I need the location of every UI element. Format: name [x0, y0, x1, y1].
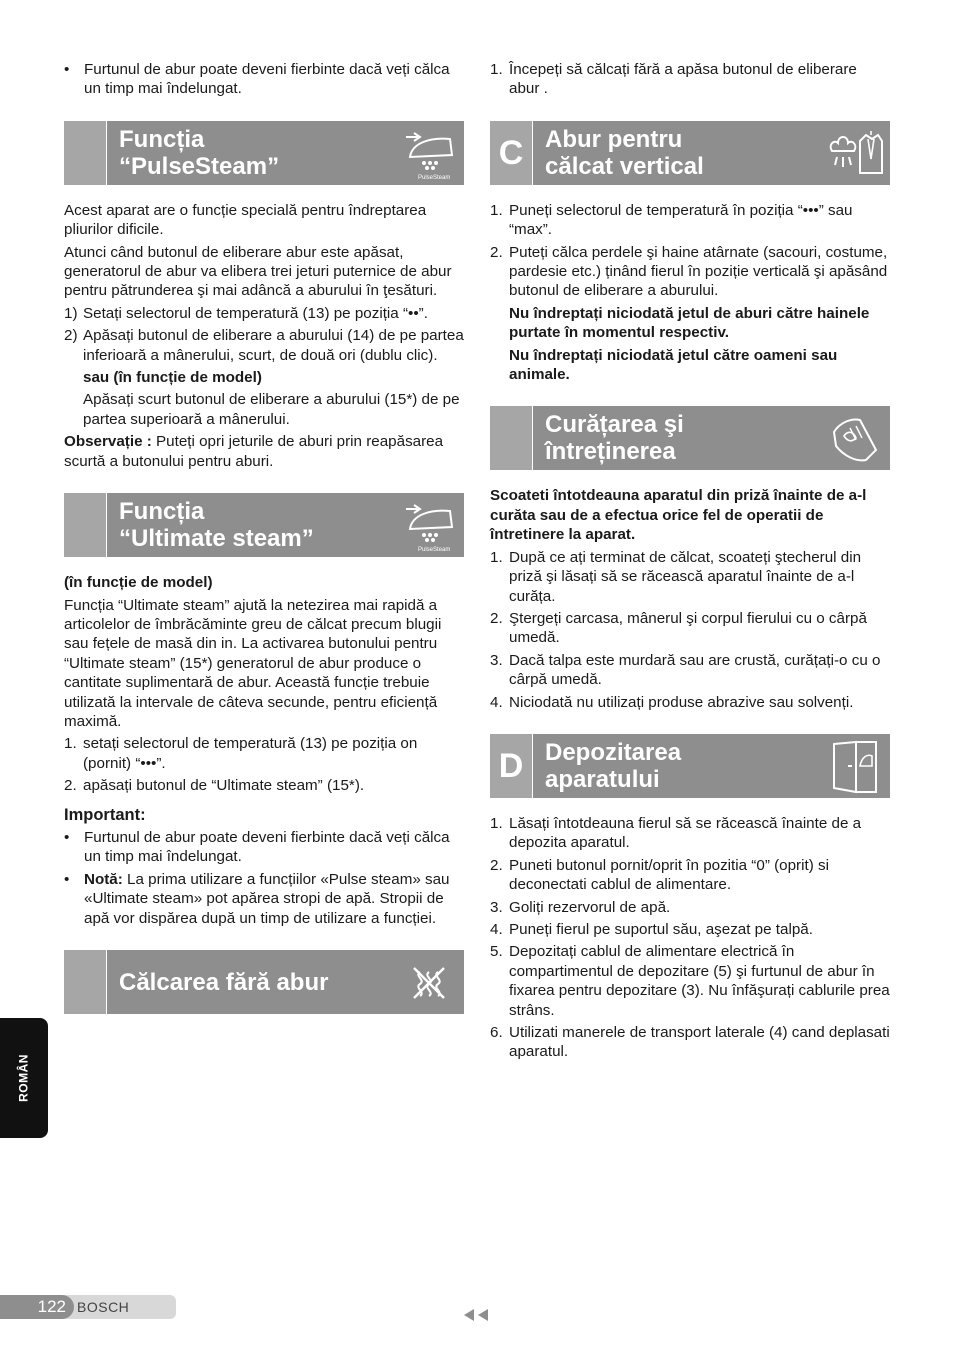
- list-item: • Furtunul de abur poate deveni fierbinte dacă veți călca un timp mai îndelungat.: [64, 828, 464, 867]
- step-text: setați selectorul de temperatură (13) pe poziția on (pornit) “•••”.: [83, 735, 418, 772]
- paragraph: Atunci când butonul de eliberare abur este apăsat, generatorul de abur va elibera trei jeturi puternice de abur pentru pătrunderea şi mai adâncă a aburului în ţesături.: [64, 243, 452, 300]
- intro-bullet-list: [64, 60, 464, 99]
- cleaning-warning: Scoateti întotdeauna aparatul din priză înainte de a-l curăta sau de a efectua orice fel de operatii de întretinere la aparat.: [490, 487, 867, 544]
- storage-cabinet-icon: [826, 738, 884, 794]
- step-text: Apăsați butonul de eliberare a aburului (14) de pe partea inferioară a mânerului, scurt, de două ori (dublu clic).: [83, 327, 464, 364]
- section-title: Abur pentru călcat vertical: [545, 125, 704, 180]
- section-letter: D: [490, 734, 533, 798]
- step-number: 1.: [490, 548, 503, 566]
- section-title: Curățarea şi întreținerea: [545, 411, 684, 466]
- step-text: Ştergeți carcasa, mânerul şi corpul fierului cu o cârpă umedă.: [509, 609, 867, 647]
- previous-page-arrows-icon[interactable]: [462, 1307, 490, 1323]
- important-bullets: [64, 828, 464, 928]
- section-tab: [64, 493, 107, 557]
- pulse-steps: [64, 304, 464, 365]
- step-text: Dacă talpa este murdară sau are crustă, curățați-o cu o cârpă umedă.: [509, 651, 881, 689]
- warning: Nu îndreptați niciodată jetul de aburi către hainele purtate în momentul respectiv.: [509, 304, 870, 342]
- step-text: apăsați butonul de “Ultimate steam” (15*).: [83, 777, 365, 795]
- section-title: Călcarea fără abur: [119, 968, 329, 996]
- warning: Nu îndreptați niciodată jetul către oameni sau animale.: [509, 346, 838, 384]
- model-note: (în funcție de model): [64, 574, 213, 592]
- cleaning-hand-icon: [826, 410, 884, 466]
- list-item: [64, 776, 464, 795]
- section-title: Depozitarea aparatului: [545, 738, 682, 793]
- iron-ultimate-steam-icon: [400, 497, 458, 553]
- step-text: Puteți călca perdele şi haine atârnate (sacouri, costume, pardesie etc.) ținând fierul în poziție verticală şi apăsând butonul de eliberare a aburului.: [509, 243, 888, 300]
- section-header-pulsesteam: [64, 121, 464, 185]
- icon-caption: PulseSteam: [418, 547, 451, 554]
- list-item: [490, 693, 890, 712]
- step-text: Setați selectorul de temperatură (13) pe poziția “••”.: [83, 304, 428, 322]
- section-letter: C: [490, 121, 533, 185]
- step-number: 1.: [490, 61, 503, 78]
- nota-label: Notă:: [84, 870, 123, 888]
- section-title: Funcția “Ultimate steam”: [119, 498, 314, 553]
- step-text: Începeți să călcați fără a apăsa butonul de eliberare abur .: [509, 61, 857, 98]
- paragraph: Acest aparat are o funcție specială pentru îndreptarea pliurilor dificile.: [64, 201, 427, 239]
- section-tab: [64, 950, 107, 1014]
- list-item: [490, 60, 890, 99]
- language-tab: [0, 1018, 48, 1138]
- list-item: [490, 548, 890, 606]
- step-number: 4.: [490, 920, 503, 938]
- list-item: [64, 734, 464, 773]
- list-item: [490, 814, 890, 853]
- step-number: 2.: [490, 856, 503, 874]
- observation-text: Puteți opri jeturile de aburi prin reapăsarea scurtă a butonului pentru aburi.: [64, 433, 444, 470]
- step-number: 5.: [490, 943, 503, 961]
- left-column: [64, 60, 464, 1030]
- storage-steps: [490, 814, 890, 1062]
- sau-text: Apăsați scurt butonul de eliberare a aburului (15*) de pe partea superioară a mânerului.: [83, 391, 460, 428]
- step-text: Goliți rezervorul de apă.: [509, 898, 671, 916]
- section-tab: [490, 406, 533, 470]
- list-item: [490, 609, 890, 648]
- page-number: 122: [0, 1295, 74, 1319]
- icon-caption: PulseSteam: [418, 174, 451, 181]
- list-item: [64, 326, 464, 365]
- step-number: 1.: [490, 201, 503, 219]
- brand-name: BOSCH: [77, 1299, 130, 1315]
- no-steam-icon: [400, 954, 458, 1010]
- step-number: 1): [64, 304, 78, 322]
- list-item: [64, 304, 464, 323]
- step-number: 2.: [490, 243, 503, 261]
- step-text: Puneti butonul pornit/oprit în pozitia “0” (oprit) si deconectati cablul de alimentare.: [509, 856, 829, 894]
- section-header-vertical-steam: [490, 121, 890, 185]
- observation: [64, 432, 464, 471]
- list-item: [490, 1023, 890, 1062]
- step-number: 1.: [490, 814, 503, 832]
- list-item: [490, 201, 890, 240]
- step-number: 3.: [490, 651, 503, 669]
- step-text: Lăsați întotdeauna fierul să se răcească înainte de a depozita aparatul.: [509, 814, 862, 852]
- step-text: Utilizati manerele de transport laterale (4) cand deplasati aparatul.: [509, 1024, 890, 1061]
- step-number: 6.: [490, 1024, 503, 1041]
- language-label: ROMÂN: [16, 1054, 31, 1102]
- step-text: Puneți fierul pe suportul său, aşezat pe talpă.: [509, 920, 813, 938]
- step-number: 2): [64, 327, 78, 345]
- list-item: [490, 942, 890, 1020]
- vertical-steam-icon: [826, 125, 884, 181]
- section-header-curatare: [490, 406, 890, 470]
- ultimate-steps: [64, 734, 464, 795]
- step-number: 3.: [490, 898, 503, 916]
- section-title: Funcția “PulseSteam”: [119, 125, 280, 180]
- section-header-fara-abur: [64, 950, 464, 1014]
- important-label: Important:: [64, 805, 146, 824]
- sau-label: sau (în funcție de model): [83, 369, 262, 387]
- step-number: 2.: [490, 609, 503, 627]
- step-text: După ce ați terminat de călcat, scoateți ştecherul din priză şi lăsați să se răcească aparatul înainte de a-l curăța.: [509, 548, 862, 605]
- vertical-steps: [490, 201, 890, 301]
- step-text: Niciodată nu utilizați produse abrazive sau solvenți.: [509, 693, 854, 711]
- section-header-depozitare: [490, 734, 890, 798]
- nota-text: La prima utilizare a funcțiilor «Pulse steam» sau «Ultimate steam» pot apărea stropi de apă. Stropii de apă vor dispărea după un timp de utilizare a funcției.: [84, 870, 450, 927]
- intro-bullet: • Furtunul de abur poate deveni fierbinte dacă veți călca un timp mai îndelungat.: [64, 60, 464, 99]
- intro-steps: [490, 60, 890, 99]
- cleaning-steps: [490, 548, 890, 712]
- section-tab: [64, 121, 107, 185]
- right-column: [490, 60, 890, 1065]
- list-item: [490, 920, 890, 939]
- step-number: 1.: [64, 735, 77, 753]
- list-item: [64, 870, 464, 928]
- section-header-ultimate-steam: [64, 493, 464, 557]
- list-item: [490, 856, 890, 895]
- paragraph: Funcția “Ultimate steam” ajută la netezirea mai rapidă a articolelor de îmbrăcăminte greu de călcat precum blugii sau fețele de masă din in. La activarea butonului pentru “Ultimate steam” (15*) generatorul de abur produce o cantitate suplimentară de abur. Această funcție trebuie utilizată la intervale de câteva secunde, pentru eficiență maximă.: [64, 596, 442, 730]
- list-item: [490, 651, 890, 690]
- observation-label: Observație :: [64, 433, 152, 451]
- step-text: Depozitați cablul de alimentare electrică în compartimentul de depozitare (5) şi furtunul de abur în fixarea pentru depozitare (3). Nu înfăşurați cablurile prea strâns.: [509, 943, 890, 1019]
- step-text: Puneți selectorul de temperatură în poziția “•••” sau “max”.: [509, 201, 853, 239]
- step-number: 4.: [490, 693, 503, 711]
- list-item: [490, 243, 890, 301]
- list-item: [490, 898, 890, 917]
- iron-pulsesteam-icon: [400, 125, 458, 181]
- step-number: 2.: [64, 777, 77, 795]
